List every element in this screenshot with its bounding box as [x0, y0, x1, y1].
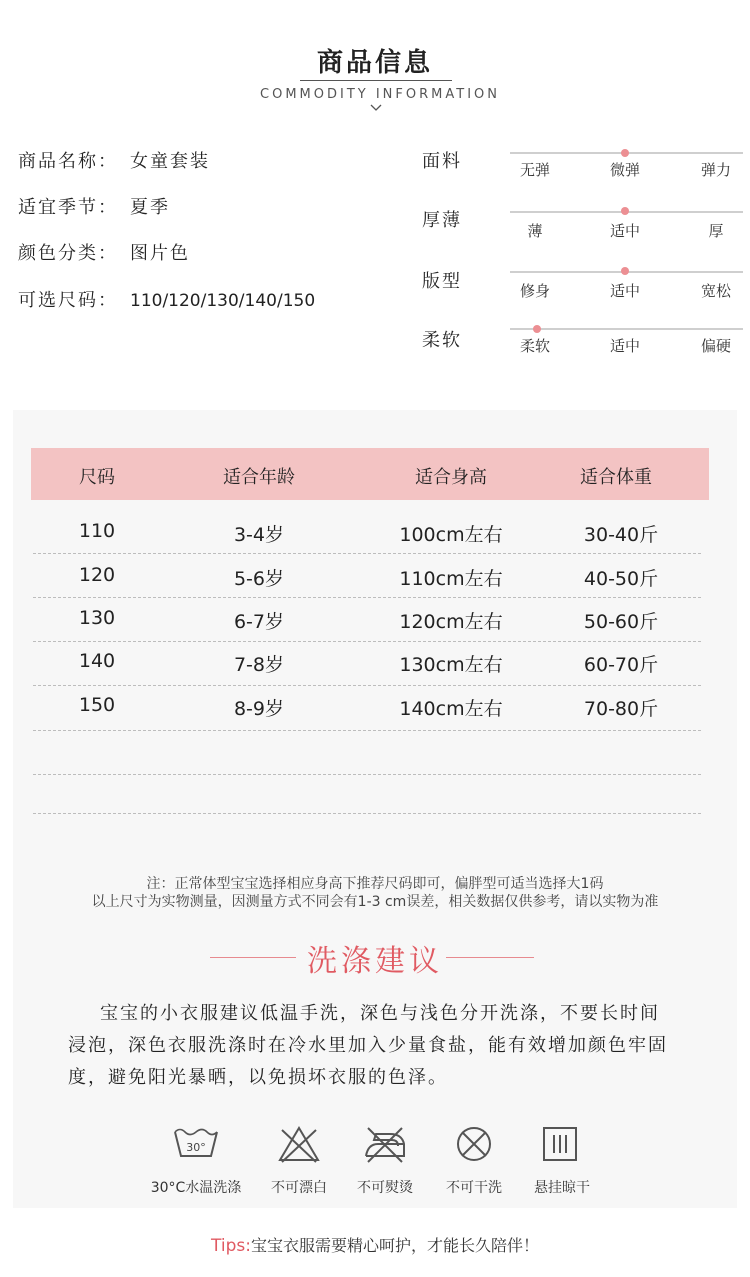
scale-option: 厚: [708, 222, 724, 240]
care-label: 悬挂晾干: [534, 1180, 590, 1196]
care-label: 不可漂白: [271, 1180, 327, 1196]
tips-key: Tips:: [211, 1236, 251, 1256]
table-cell: 60-70斤: [583, 654, 659, 676]
no-iron-icon: [362, 1124, 408, 1164]
care-label: 不可熨烫: [357, 1180, 413, 1196]
row-divider: [33, 641, 701, 642]
row-divider: [33, 813, 701, 814]
table-cell: 6-7岁: [233, 611, 285, 633]
table-cell: 140: [78, 650, 116, 672]
measure-note: 以上尺寸为实物测量，因测量方式不同会有1-3 cm误差，相关数据仅供参考，请以实物为准: [91, 894, 659, 910]
scale-option: 弹力: [700, 161, 731, 179]
tips-line: [0, 1233, 750, 1256]
info-value: 夏季: [130, 197, 170, 218]
scale-marker: [533, 325, 541, 333]
table-cell: 100cm左右: [399, 524, 503, 546]
scale-option: 宽松: [700, 282, 731, 300]
info-row-name: [18, 147, 210, 173]
scale-marker: [621, 267, 629, 275]
table-cell: 30-40斤: [583, 524, 659, 546]
scale-option: 适中: [609, 337, 640, 355]
care-label: 不可干洗: [446, 1180, 502, 1196]
scale-option: 适中: [609, 222, 640, 240]
table-cell: 120cm左右: [399, 611, 503, 633]
care-label: 30°C水温洗涤: [150, 1180, 242, 1196]
table-cell: 3-4岁: [233, 524, 285, 546]
hang-dry-icon: [537, 1124, 583, 1164]
scale-option: 无弹: [519, 161, 550, 179]
table-header-weight: 适合体重: [580, 467, 652, 488]
table-cell: 70-80斤: [583, 698, 659, 720]
table-cell: 120: [78, 564, 116, 586]
table-cell: 8-9岁: [233, 698, 285, 720]
row-divider: [33, 774, 701, 775]
table-cell: 130: [78, 607, 116, 629]
table-header-size: 尺码: [79, 467, 115, 488]
title-underline: [300, 80, 452, 81]
table-cell: 110: [78, 520, 116, 542]
washing-text-line: 浸泡，深色衣服洗涤时在冷水里加入少量食盐，能有效增加颜色牢固: [68, 1035, 668, 1056]
row-divider: [33, 553, 701, 554]
row-divider: [33, 685, 701, 686]
table-header-height: 适合身高: [415, 467, 487, 488]
scale-marker: [621, 207, 629, 215]
table-cell: 110cm左右: [399, 568, 503, 590]
page-title: 商品信息: [316, 48, 433, 78]
scale-option: 薄: [527, 222, 543, 240]
table-header-age: 适合年龄: [223, 467, 295, 488]
scale-option: 修身: [519, 282, 550, 300]
scale-option: 柔软: [519, 337, 550, 355]
washing-text-line: 宝宝的小衣服建议低温手洗，深色与浅色分开洗涤，不要长时间: [100, 1003, 660, 1024]
scale-option: 适中: [609, 282, 640, 300]
info-row-sizes: [18, 286, 315, 312]
washing-title: 洗涤建议: [307, 944, 443, 979]
table-cell: 5-6岁: [233, 568, 285, 590]
wash-temp-text: 30°: [186, 1141, 206, 1154]
table-cell: 7-8岁: [233, 654, 285, 676]
scale-option: 微弹: [609, 161, 640, 179]
table-cell: 40-50斤: [583, 568, 659, 590]
info-label: 适宜季节：: [18, 197, 118, 218]
scale-name: 版型: [422, 271, 462, 292]
tips-text: 宝宝衣服需要精心呵护，才能长久陪伴！: [250, 1236, 539, 1255]
row-divider: [33, 597, 701, 598]
table-cell: 140cm左右: [399, 698, 503, 720]
washing-text-line: 度，避免阳光暴晒，以免损坏衣服的色泽。: [68, 1067, 448, 1088]
chevron-down-icon: [369, 101, 383, 113]
no-dry-clean-icon: [451, 1124, 497, 1164]
scale-marker: [621, 149, 629, 157]
no-bleach-icon: [276, 1124, 322, 1164]
info-label: 颜色分类：: [18, 243, 118, 264]
scale-track: [510, 328, 743, 330]
scale-name: 厚薄: [422, 210, 462, 231]
wash-30-icon: [173, 1124, 219, 1164]
scale-name: 面料: [422, 151, 462, 172]
row-divider: [33, 730, 701, 731]
info-value: 110/120/130/140/150: [130, 291, 316, 311]
scale-name: 柔软: [422, 330, 462, 351]
info-row-color: [18, 239, 190, 265]
info-label: 商品名称：: [18, 151, 118, 172]
size-note: 注：正常体型宝宝选择相应身高下推荐尺码即可，偏胖型可适当选择大1码: [146, 876, 604, 892]
table-cell: 130cm左右: [399, 654, 503, 676]
info-row-season: [18, 193, 170, 219]
info-label: 可选尺码：: [18, 290, 118, 311]
info-value: 女童套装: [130, 151, 210, 172]
table-cell: 50-60斤: [583, 611, 659, 633]
page-subtitle: COMMODITY INFORMATION: [260, 87, 500, 102]
scale-option: 偏硬: [700, 337, 731, 355]
info-value: 图片色: [130, 243, 190, 264]
table-cell: 150: [78, 694, 116, 716]
